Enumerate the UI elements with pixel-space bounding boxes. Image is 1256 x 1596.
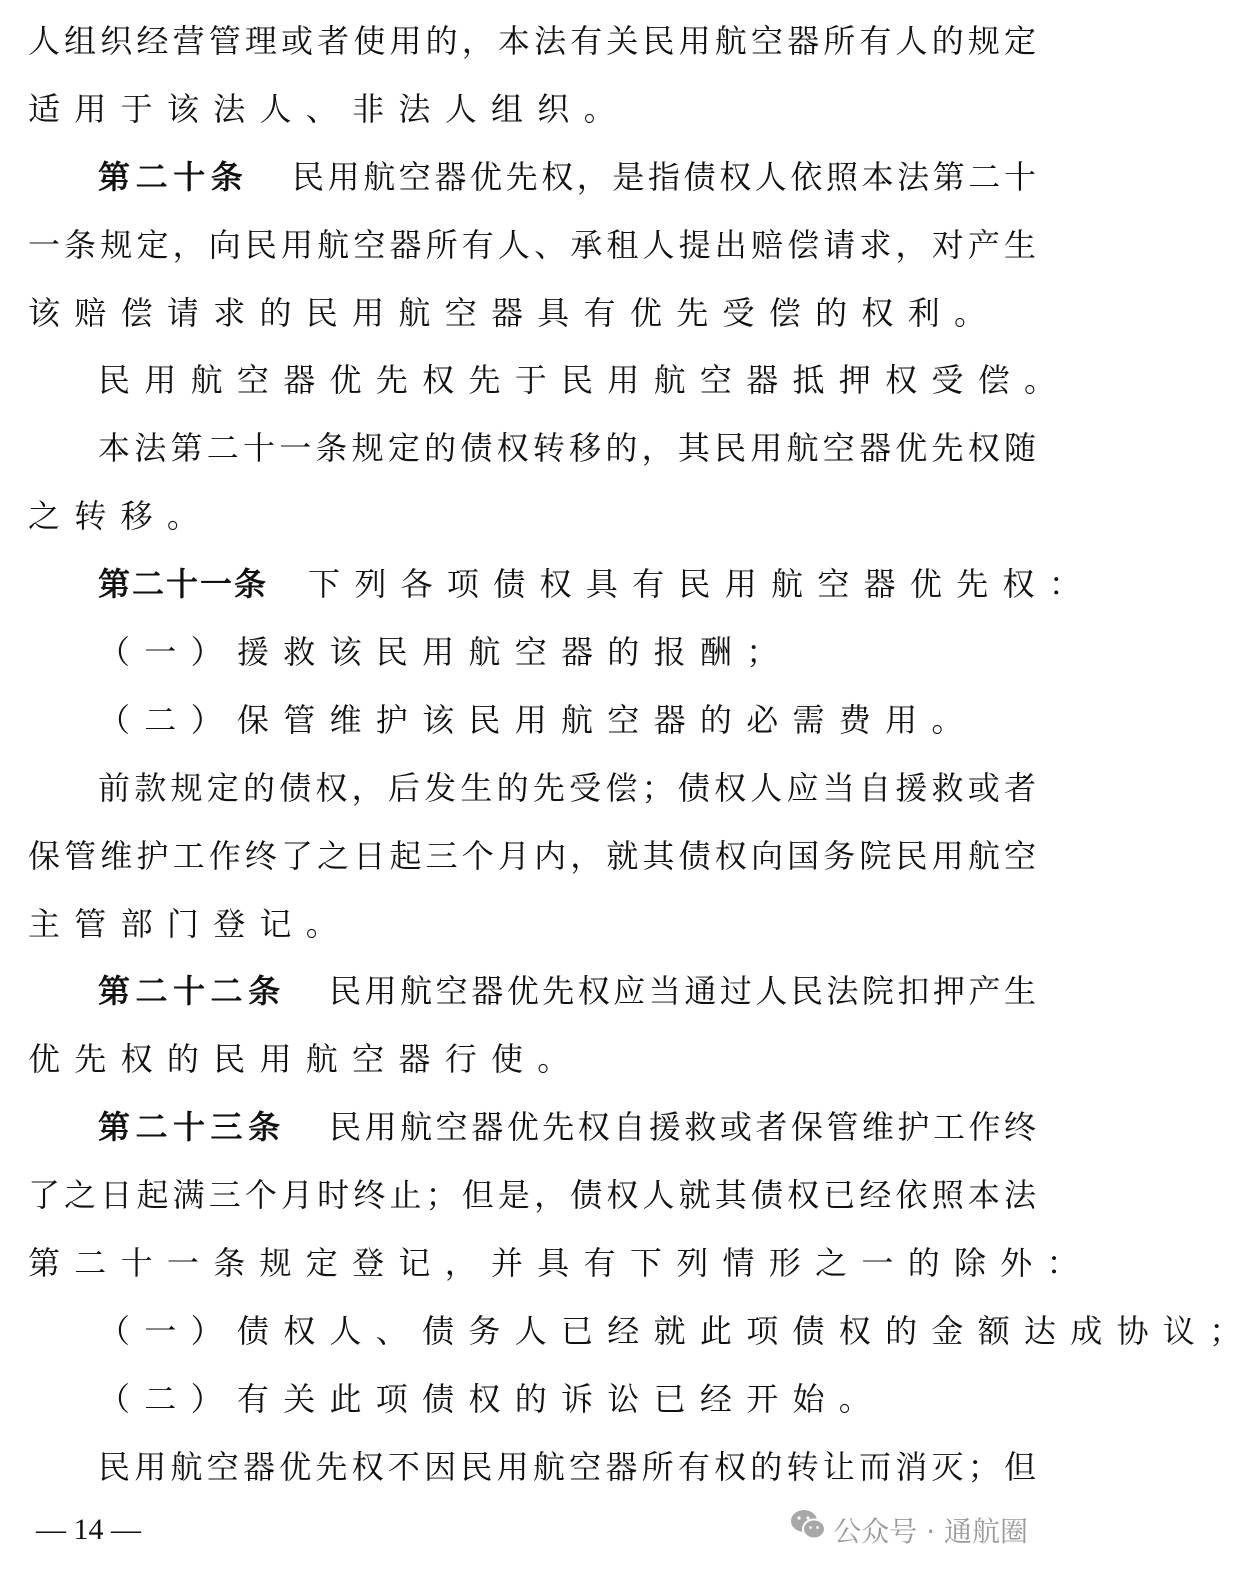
article-text: 民用航空器优先权，是指债权人依照本法第二十 [288, 157, 1036, 196]
article-heading: 第二十三条 [98, 1108, 286, 1147]
article-21 [28, 551, 1096, 619]
article-text: 民用航空器优先权应当通过人民法院扣押产生 [325, 972, 1036, 1011]
text-line: 该赔偿请求的民用航空器具有优先受偿的权利。 [28, 293, 1001, 332]
text-line: 第二十一条规定登记，并具有下列情形之一的除外： [28, 1244, 1093, 1283]
article-20 [28, 144, 1036, 212]
document-body [28, 8, 1256, 1502]
text-line: 了之日起满三个月时终止；但是，债权人就其债权已经依照本法 [28, 1176, 1036, 1215]
article-heading: 第二十条 [98, 157, 249, 196]
list-item: （一）援救该民用航空器的报酬； [98, 633, 793, 672]
article-text: 下列各项债权具有民用航空器优先权： [308, 565, 1096, 604]
watermark-text: 公众号 · 通航圈 [833, 1514, 1028, 1548]
text-line: 保管维护工作终了之日起三个月内，就其债权向国务院民用航空 [28, 836, 1036, 875]
text-line: 民用航空器优先权先于民用航空器抵押权受偿。 [98, 361, 1071, 400]
article-22 [28, 958, 1036, 1026]
page-number: — 14 — [36, 1513, 141, 1546]
list-item: （一）债权人、债务人已经就此项债权的金额达成协议； [98, 1311, 1256, 1350]
text-line: 主管部门登记。 [28, 904, 353, 943]
text-line: 民用航空器优先权不因民用航空器所有权的转让而消灭；但 [98, 1447, 1036, 1486]
watermark [789, 1508, 1028, 1555]
text-line: 适用于该法人、非法人组织。 [28, 89, 630, 128]
article-23 [28, 1094, 1036, 1162]
text-line: 优先权的民用航空器行使。 [28, 1040, 584, 1079]
text-line: 人组织经营管理或者使用的，本法有关民用航空器所有人的规定 [28, 22, 1036, 60]
text-line: 本法第二十一条规定的债权转移的，其民用航空器优先权随 [98, 429, 1036, 468]
text-line: 之转移。 [28, 497, 214, 536]
wechat-icon [789, 1508, 827, 1555]
list-item: （二）有关此项债权的诉讼已经开始。 [98, 1379, 886, 1418]
article-heading: 第二十二条 [98, 972, 286, 1011]
text-line: 一条规定，向民用航空器所有人、承租人提出赔偿请求，对产生 [28, 225, 1036, 264]
article-text: 民用航空器优先权自援救或者保管维护工作终 [325, 1108, 1036, 1147]
article-heading: 第二十一条 [98, 565, 269, 604]
text-line: 前款规定的债权，后发生的先受偿；债权人应当自援救或者 [98, 768, 1036, 807]
list-item: （二）保管维护该民用航空器的必需费用。 [98, 700, 978, 739]
